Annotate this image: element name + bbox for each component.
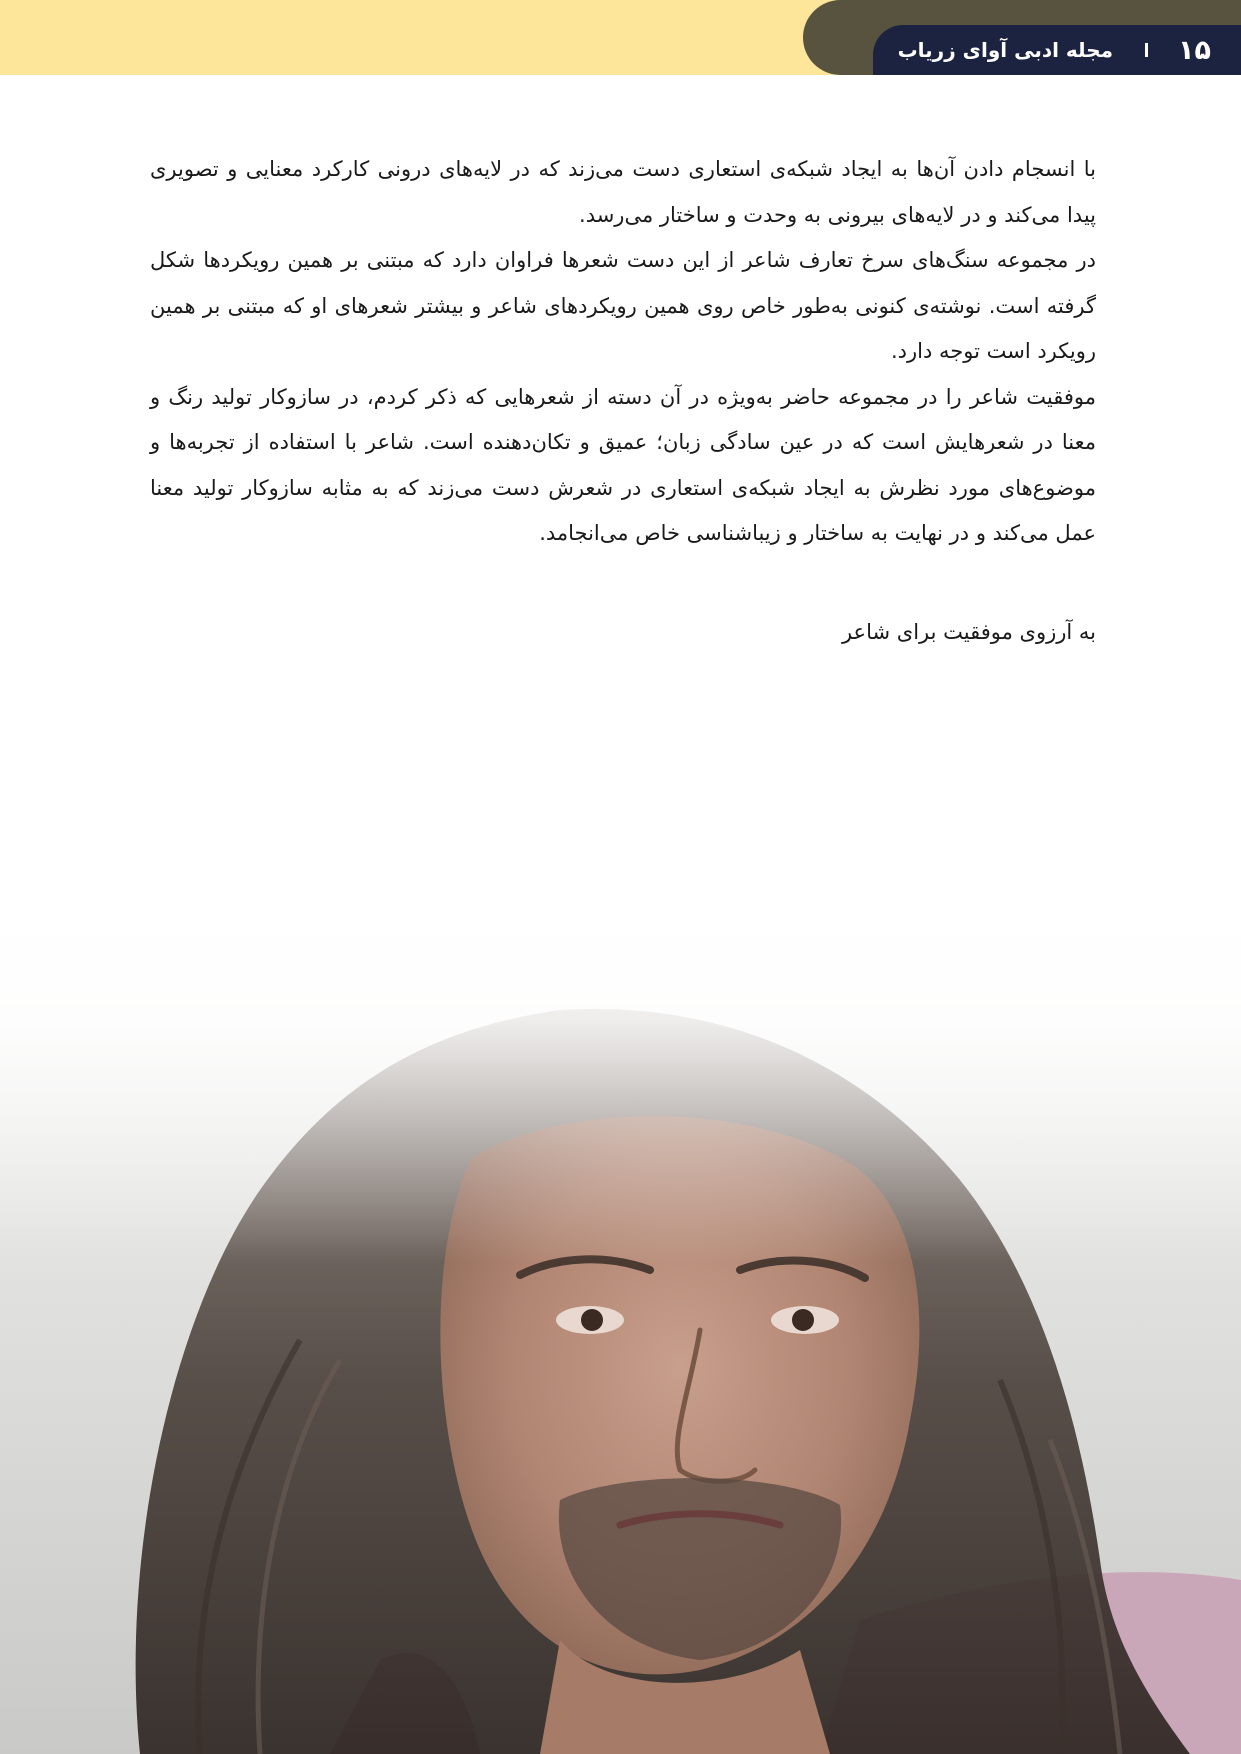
header-title-bar — [873, 25, 1241, 75]
closing-line: به آرزوی موفقیت برای شاعر — [841, 620, 1096, 644]
paragraph-3: موفقیت شاعر را در مجموعه حاضر به‌ویژه در آن دسته از شعرهایی که ذکر کردم، در سازوکار تولید رنگ و معنا در شعرهایش است که در عین سادگی زبان؛ عمیق و تکان‌دهنده است. شاعر با استفاده از تجربه‌ها و موضوع‌های مورد نظرش به ایجاد شبکه‌ی استعاری در شعرش دست می‌زند که به مثابه سازوکار تولید معنا عمل می‌کند و در نهایت به ساختار و زیباشناسی خاص می‌انجامد. — [150, 384, 1096, 545]
paragraph-2: در مجموعه سنگ‌های سرخ تعارف شاعر از این دست شعرها فراوان دارد که مبتنی بر همین رویکردها شکل گرفته است. نوشته‌ی کنونی به‌طور خاص روی همین رویکردهای شاعر و بیشتر شعرهای او که مبتنی بر همین رویکرد است توجه دارد. — [150, 248, 1096, 363]
magazine-title: مجله ادبی آوای زریاب — [897, 38, 1114, 62]
paragraph-1: با انسجام دادن آن‌ها به ایجاد شبکه‌ی استعاری دست می‌زند که در لایه‌های درونی کارکرد معنایی و تصویری پیدا می‌کند و در لایه‌های بیرونی به وحدت و ساختار می‌رسد. — [150, 157, 1096, 227]
poet-portrait-photo — [0, 860, 1241, 1754]
header-divider — [1145, 43, 1148, 57]
page-number: ۱۵ — [1178, 34, 1211, 66]
article-body — [150, 147, 1096, 557]
